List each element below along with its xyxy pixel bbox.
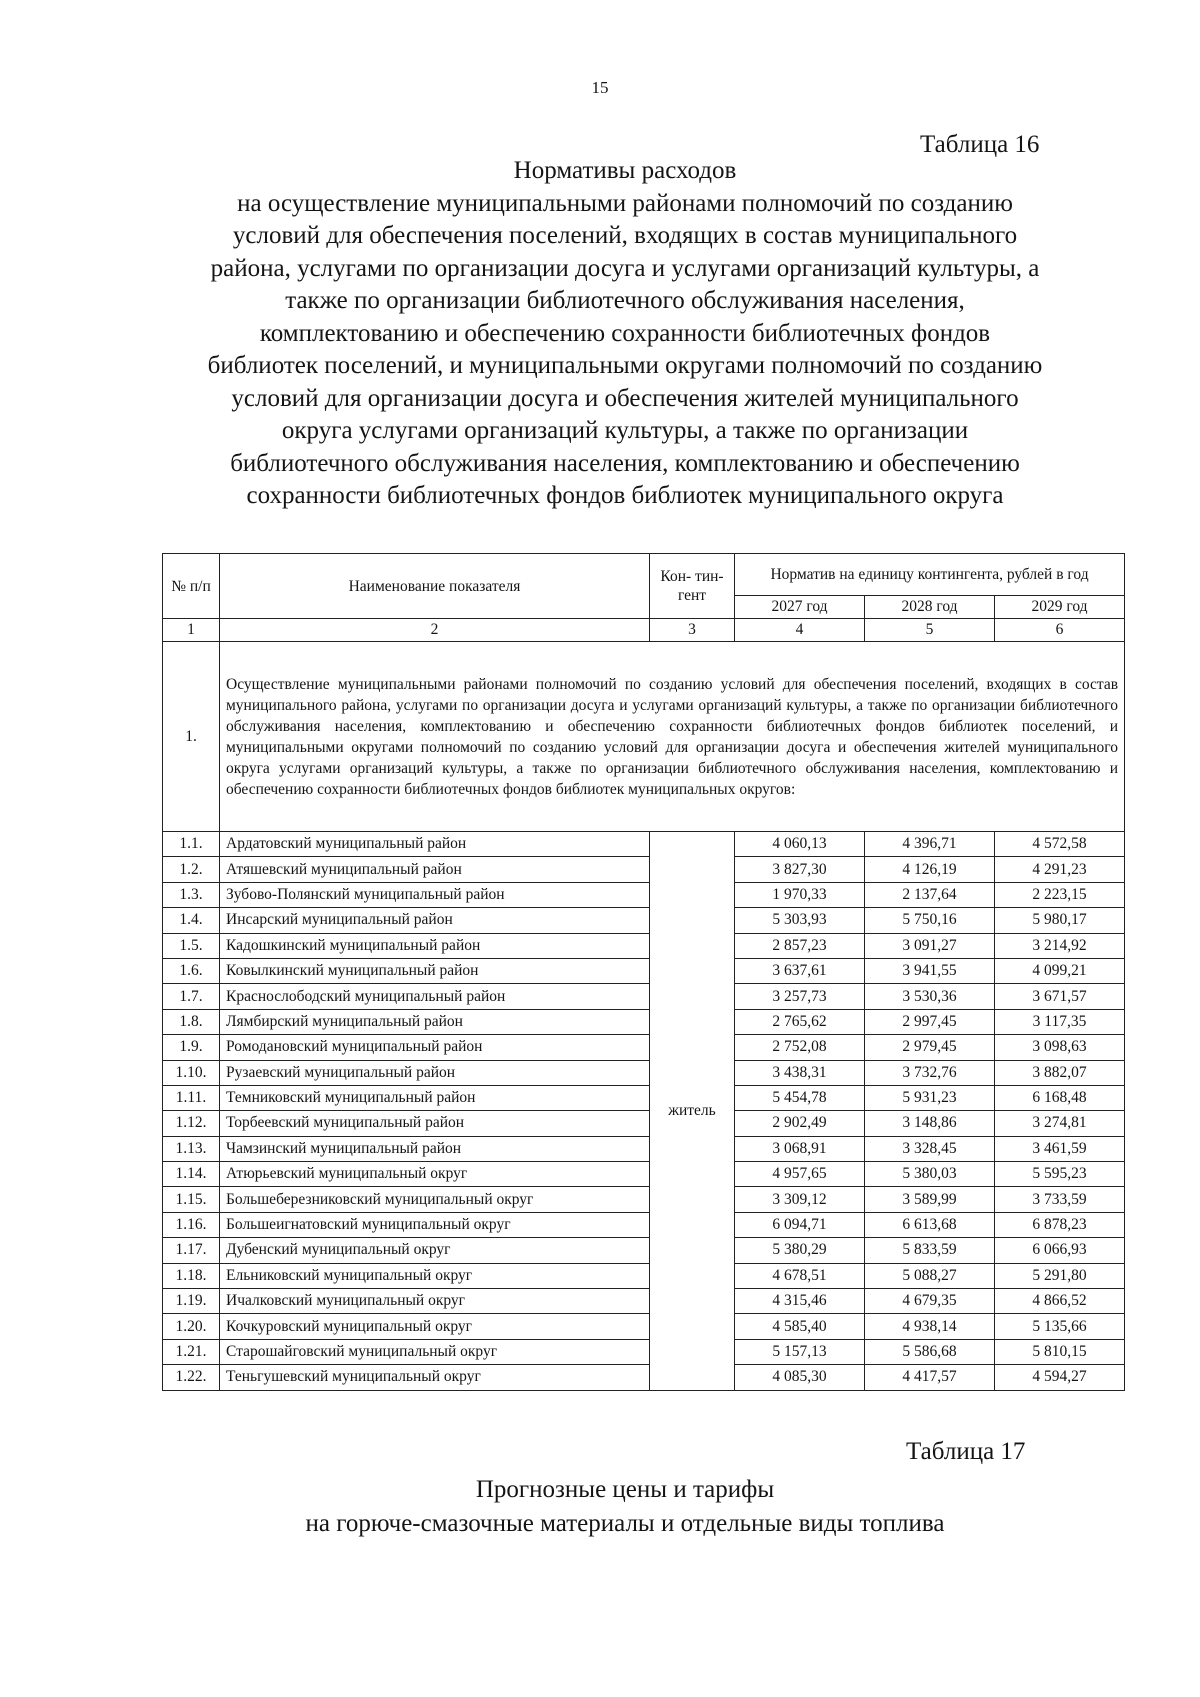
table-row — [163, 1289, 1125, 1314]
value-2029: 3 671,57 — [995, 984, 1125, 1009]
value-2029: 5 980,17 — [995, 908, 1125, 933]
row-name: Рузаевский муниципальный район — [220, 1060, 650, 1085]
table-row — [163, 1339, 1125, 1364]
value-2028: 5 380,03 — [865, 1162, 995, 1187]
value-2027: 5 303,93 — [735, 908, 865, 933]
value-2028: 2 997,45 — [865, 1009, 995, 1034]
table-row — [163, 857, 1125, 882]
value-2028: 5 586,68 — [865, 1339, 995, 1364]
value-2027: 3 827,30 — [735, 857, 865, 882]
title-line: комплектованию и обеспечению сохранности библиотечных фондов — [259, 319, 991, 347]
header-row — [163, 554, 1125, 596]
value-2028: 5 931,23 — [865, 1085, 995, 1110]
table-row — [163, 1162, 1125, 1187]
title-line: библиотечного обслуживания населения, комплектованию и обеспечению — [230, 449, 1020, 477]
value-2029: 3 117,35 — [995, 1009, 1125, 1034]
value-2027: 1 970,33 — [735, 882, 865, 907]
value-2027: 5 380,29 — [735, 1238, 865, 1263]
value-2029: 3 274,81 — [995, 1111, 1125, 1136]
row-name: Большеигнатовский муниципальный округ — [220, 1212, 650, 1237]
header-contingent: Кон- тин- гент — [650, 554, 735, 619]
value-2028: 3 148,86 — [865, 1111, 995, 1136]
value-2029: 4 866,52 — [995, 1289, 1125, 1314]
row-name: Кадошкинский муниципальный район — [220, 933, 650, 958]
row-name: Темниковский муниципальный район — [220, 1085, 650, 1110]
header-year: 2028 год — [865, 596, 995, 619]
row-number: 1.4. — [163, 908, 220, 933]
row-name: Лямбирский муниципальный район — [220, 1009, 650, 1034]
norms-table — [162, 553, 1125, 1391]
value-2029: 6 878,23 — [995, 1212, 1125, 1237]
value-2027: 4 678,51 — [735, 1263, 865, 1288]
table-row — [163, 1136, 1125, 1161]
title-line: сохранности библиотечных фондов библиотек муниципального округа — [246, 482, 1004, 509]
header-year: 2027 год — [735, 596, 865, 619]
value-2029: 4 572,58 — [995, 832, 1125, 857]
row-name: Дубенский муниципальный округ — [220, 1238, 650, 1263]
value-2027: 3 068,91 — [735, 1136, 865, 1161]
title-line: библиотек поселений, и муниципальными округами полномочий по созданию — [207, 352, 1043, 379]
page-number: 15 — [591, 78, 609, 97]
row-name: Чамзинский муниципальный район — [220, 1136, 650, 1161]
row-number: 1.13. — [163, 1136, 220, 1161]
value-2027: 3 309,12 — [735, 1187, 865, 1212]
value-2027: 4 060,13 — [735, 832, 865, 857]
value-2027: 3 637,61 — [735, 958, 865, 983]
table-17-title — [150, 1473, 1100, 1541]
header-name: Наименование показателя — [220, 554, 650, 619]
value-2028: 5 750,16 — [865, 908, 995, 933]
table-row — [163, 882, 1125, 907]
section-number: 1. — [163, 642, 220, 832]
value-2027: 2 857,23 — [735, 933, 865, 958]
value-2027: 4 085,30 — [735, 1365, 865, 1390]
value-2029: 4 291,23 — [995, 857, 1125, 882]
row-name: Ковылкинский муниципальный район — [220, 958, 650, 983]
title-line: также по организации библиотечного обслуживания населения, — [285, 287, 965, 314]
table-row — [163, 908, 1125, 933]
value-2029: 4 099,21 — [995, 958, 1125, 983]
row-number: 1.17. — [163, 1238, 220, 1263]
row-number: 1.11. — [163, 1085, 220, 1110]
title-line: на осуществление муниципальными районами полномочий по созданию — [237, 189, 1013, 217]
table-row — [163, 1060, 1125, 1085]
row-number: 1.21. — [163, 1339, 220, 1364]
column-number: 6 — [995, 619, 1125, 642]
value-2028: 3 589,99 — [865, 1187, 995, 1212]
value-2027: 5 157,13 — [735, 1339, 865, 1364]
column-number: 1 — [163, 619, 220, 642]
section-row — [163, 642, 1125, 832]
title-line: Нормативы расходов — [513, 157, 737, 184]
row-number: 1.9. — [163, 1035, 220, 1060]
row-name: Краснослободский муниципальный район — [220, 984, 650, 1009]
value-2028: 3 530,36 — [865, 984, 995, 1009]
table-row — [163, 1035, 1125, 1060]
header-norm: Норматив на единицу контингента, рублей в год — [735, 554, 1125, 596]
value-2028: 5 088,27 — [865, 1263, 995, 1288]
value-2029: 4 594,27 — [995, 1365, 1125, 1390]
value-2029: 6 168,48 — [995, 1085, 1125, 1110]
row-name: Торбеевский муниципальный район — [220, 1111, 650, 1136]
column-number: 2 — [220, 619, 650, 642]
value-2028: 4 938,14 — [865, 1314, 995, 1339]
value-2027: 6 094,71 — [735, 1212, 865, 1237]
column-number: 3 — [650, 619, 735, 642]
value-2029: 3 882,07 — [995, 1060, 1125, 1085]
value-2029: 5 135,66 — [995, 1314, 1125, 1339]
row-name: Зубово-Полянский муниципальный район — [220, 882, 650, 907]
value-2029: 3 461,59 — [995, 1136, 1125, 1161]
value-2029: 3 214,92 — [995, 933, 1125, 958]
row-name: Инсарский муниципальный район — [220, 908, 650, 933]
value-2027: 3 438,31 — [735, 1060, 865, 1085]
row-number: 1.6. — [163, 958, 220, 983]
table-row — [163, 1263, 1125, 1288]
title-line: условий для организации досуга и обеспечения жителей муниципального — [231, 384, 1019, 412]
value-2029: 3 098,63 — [995, 1035, 1125, 1060]
value-2028: 4 126,19 — [865, 857, 995, 882]
value-2029: 5 291,80 — [995, 1263, 1125, 1288]
row-number: 1.3. — [163, 882, 220, 907]
title-line: округа услугами организаций культуры, а также по организации — [281, 417, 969, 444]
column-number: 5 — [865, 619, 995, 642]
value-2027: 5 454,78 — [735, 1085, 865, 1110]
table-row — [163, 1111, 1125, 1136]
row-name: Ромодановский муниципальный район — [220, 1035, 650, 1060]
table-row — [163, 832, 1125, 857]
row-number: 1.20. — [163, 1314, 220, 1339]
row-name: Атяшевский муниципальный район — [220, 857, 650, 882]
section-text: Осуществление муниципальными районами полномочий по созданию условий для обеспечения поселений, входящих в состав муниципального района, услугами по организации досуга и услугами организаций культуры, а также по организации библиотечного обслуживания населения, комплектованию и обеспечению сохранности библиотечных фондов библиотек поселений, и муниципальными округами полномочий по созданию условий для организации досуга и обеспечения жителей муниципального округа услугами организаций культуры, а также по организации библиотечного обслуживания населения, комплектованию и обеспечению сохранности библиотечных фондов библиотек муниципальных округов: — [220, 642, 1125, 832]
row-name: Теньгушевский муниципальный округ — [220, 1365, 650, 1390]
value-2028: 6 613,68 — [865, 1212, 995, 1237]
column-number: 4 — [735, 619, 865, 642]
table-row — [163, 1009, 1125, 1034]
value-2028: 3 328,45 — [865, 1136, 995, 1161]
table-17-caption: Таблица 17 — [906, 1438, 1026, 1465]
value-2029: 2 223,15 — [995, 882, 1125, 907]
row-number: 1.19. — [163, 1289, 220, 1314]
value-2029: 3 733,59 — [995, 1187, 1125, 1212]
title-line: Прогнозные цены и тарифы — [475, 1476, 775, 1503]
row-number: 1.5. — [163, 933, 220, 958]
row-number: 1.16. — [163, 1212, 220, 1237]
value-2028: 3 732,76 — [865, 1060, 995, 1085]
row-name: Ардатовский муниципальный район — [220, 832, 650, 857]
title-line: на горюче-смазочные материалы и отдельные виды топлива — [305, 1510, 945, 1537]
column-numbers-row — [163, 619, 1125, 642]
title-line: района, услугами по организации досуга и услугами организаций культуры, а — [210, 254, 1040, 282]
row-number: 1.12. — [163, 1111, 220, 1136]
table-row — [163, 958, 1125, 983]
value-2028: 4 396,71 — [865, 832, 995, 857]
row-number: 1.22. — [163, 1365, 220, 1390]
row-number: 1.8. — [163, 1009, 220, 1034]
value-2027: 2 902,49 — [735, 1111, 865, 1136]
value-2028: 4 417,57 — [865, 1365, 995, 1390]
row-number: 1.18. — [163, 1263, 220, 1288]
row-name: Ичалковский муниципальный округ — [220, 1289, 650, 1314]
value-2027: 2 765,62 — [735, 1009, 865, 1034]
table-row — [163, 1187, 1125, 1212]
row-name: Большеберезниковский муниципальный округ — [220, 1187, 650, 1212]
value-2027: 2 752,08 — [735, 1035, 865, 1060]
table-row — [163, 1314, 1125, 1339]
value-2027: 4 957,65 — [735, 1162, 865, 1187]
title-line: условий для обеспечения поселений, входящих в состав муниципального — [232, 222, 1018, 249]
table-row — [163, 1212, 1125, 1237]
table-16-caption: Таблица 16 — [920, 131, 1040, 158]
table-row — [163, 933, 1125, 958]
row-name: Ельниковский муниципальный округ — [220, 1263, 650, 1288]
table-row — [163, 984, 1125, 1009]
value-2027: 3 257,73 — [735, 984, 865, 1009]
table-row — [163, 1085, 1125, 1110]
value-2028: 2 979,45 — [865, 1035, 995, 1060]
value-2028: 2 137,64 — [865, 882, 995, 907]
table-16-title — [150, 155, 1100, 513]
row-number: 1.10. — [163, 1060, 220, 1085]
row-name: Старошайговский муниципальный округ — [220, 1339, 650, 1364]
header-year: 2029 год — [995, 596, 1125, 619]
contingent-unit: житель — [650, 832, 735, 1391]
value-2028: 3 941,55 — [865, 958, 995, 983]
table-row — [163, 1365, 1125, 1390]
row-number: 1.1. — [163, 832, 220, 857]
value-2028: 5 833,59 — [865, 1238, 995, 1263]
table-row — [163, 1238, 1125, 1263]
row-number: 1.15. — [163, 1187, 220, 1212]
value-2028: 3 091,27 — [865, 933, 995, 958]
value-2027: 4 315,46 — [735, 1289, 865, 1314]
header-num: № п/п — [163, 554, 220, 619]
value-2029: 5 595,23 — [995, 1162, 1125, 1187]
value-2029: 6 066,93 — [995, 1238, 1125, 1263]
row-name: Кочкуровский муниципальный округ — [220, 1314, 650, 1339]
row-number: 1.7. — [163, 984, 220, 1009]
row-name: Атюрьевский муниципальный округ — [220, 1162, 650, 1187]
row-number: 1.2. — [163, 857, 220, 882]
value-2027: 4 585,40 — [735, 1314, 865, 1339]
row-number: 1.14. — [163, 1162, 220, 1187]
value-2028: 4 679,35 — [865, 1289, 995, 1314]
value-2029: 5 810,15 — [995, 1339, 1125, 1364]
